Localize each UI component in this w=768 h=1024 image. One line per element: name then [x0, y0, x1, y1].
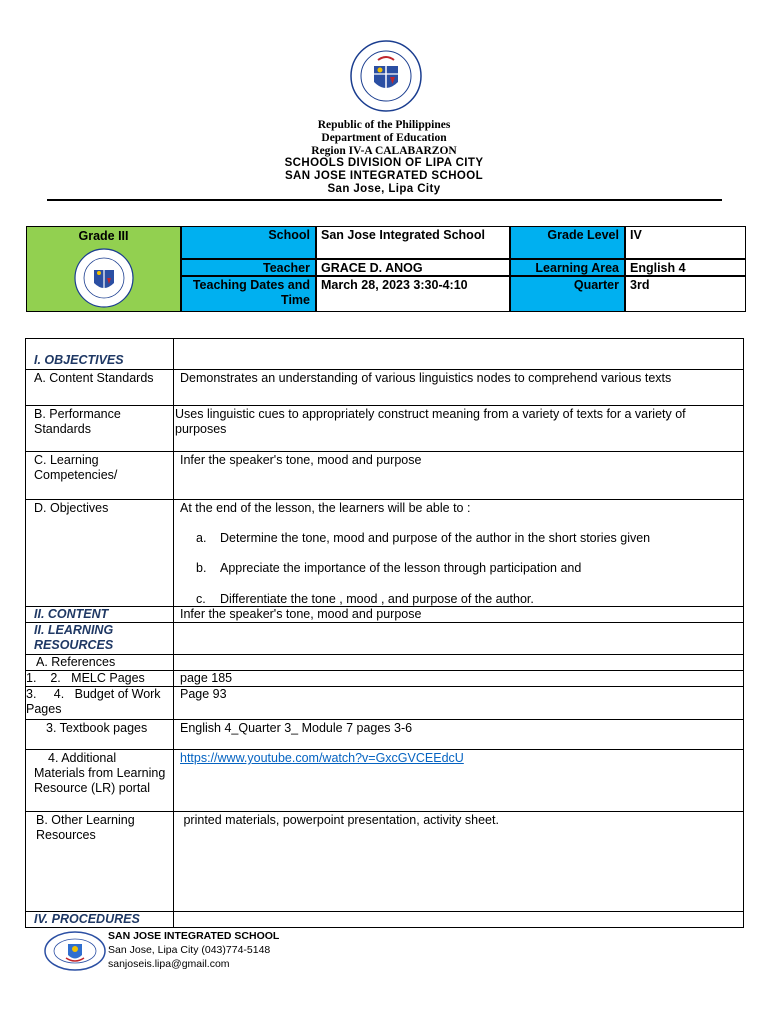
header-line-5: SAN JOSE INTEGRATED SCHOOL — [284, 170, 484, 182]
table-row — [26, 686, 743, 719]
table-row — [26, 339, 743, 369]
content-heading: II. CONTENT — [34, 607, 109, 621]
budget-of-work-label: 3. 4. Budget of Work Pages — [26, 687, 174, 719]
objectives-heading: I. OBJECTIVES — [34, 353, 124, 367]
other-resources-value: printed materials, powerpoint presentation, activity sheet. — [180, 813, 499, 827]
quarter-label: Quarter — [510, 276, 625, 312]
objectives-intro: At the end of the lesson, the learners will be able to : — [180, 501, 471, 515]
table-row — [26, 622, 743, 654]
learning-area-value: English 4 — [625, 259, 746, 276]
table-row — [26, 670, 743, 686]
grade-level-value: IV — [625, 226, 746, 259]
performance-standards-label: B. Performance Standards — [26, 406, 174, 451]
footer-address: San Jose, Lipa City (043)774-5148 — [108, 944, 271, 956]
school-value: San Jose Integrated School — [316, 226, 510, 259]
table-row — [26, 405, 743, 451]
textbook-value: English 4_Quarter 3_ Module 7 pages 3-6 — [180, 721, 413, 735]
table-row — [26, 654, 743, 670]
lesson-plan-table — [25, 338, 744, 928]
content-standards-value: Demonstrates an understanding of various linguistics nodes to comprehend various texts — [180, 371, 672, 385]
teacher-value: GRACE D. ANOG — [316, 259, 510, 276]
table-row — [26, 811, 743, 911]
table-row — [26, 911, 743, 927]
learning-competencies-value: Infer the speaker's tone, mood and purpose — [180, 453, 422, 467]
table-row — [26, 369, 743, 405]
table-row — [26, 499, 743, 606]
table-row — [26, 749, 743, 811]
header-line-6: San Jose, Lipa City — [327, 183, 441, 195]
header-line-3: Region IV-A CALABARZON — [311, 145, 457, 157]
header-line-2: Department of Education — [321, 132, 447, 144]
table-row — [26, 606, 743, 622]
objective-b: b. Appreciate the importance of the lesson through participation and — [196, 561, 582, 575]
performance-standards-value: Uses linguistic cues to appropriately construct meaning from a variety of texts for a variety of purposes — [175, 407, 686, 436]
teaching-dates-value: March 28, 2023 3:30-4:10 — [316, 276, 510, 312]
objectives-label: D. Objectives — [26, 500, 174, 606]
table-row — [26, 451, 743, 499]
header-line-1: Republic of the Philippines — [317, 119, 451, 131]
procedures-heading: IV. PROCEDURES — [34, 912, 140, 926]
budget-of-work-value: Page 93 — [180, 687, 227, 701]
melc-pages-label: 1. 2. MELC Pages — [26, 671, 174, 686]
teacher-label: Teacher — [181, 259, 316, 276]
learning-resources-heading: II. LEARNING RESOURCES — [34, 623, 114, 652]
other-resources-label: B. Other Learning Resources — [26, 812, 174, 911]
school-label: School — [181, 226, 316, 259]
deped-seal — [350, 40, 422, 112]
school-logo — [44, 931, 106, 971]
content-value: Infer the speaker's tone, mood and purpose — [180, 607, 422, 621]
grade-cell — [26, 226, 181, 312]
quarter-value: 3rd — [625, 276, 746, 312]
learning-competencies-label: C. Learning Competencies/ — [26, 452, 174, 499]
grade-level-label: Grade Level — [510, 226, 625, 259]
table-row — [26, 719, 743, 749]
content-standards-label: A. Content Standards — [26, 370, 174, 405]
lesson-info-table — [26, 226, 746, 312]
references-label: A. References — [26, 655, 174, 670]
additional-materials-label: 4. Additional Materials from Learning Resource (LR) portal — [26, 750, 174, 811]
objective-a: a. Determine the tone, mood and purpose of the author in the short stories given — [196, 531, 651, 545]
objective-c: c. Differentiate the tone , mood , and purpose of the author. — [196, 592, 534, 606]
textbook-label: 3. Textbook pages — [26, 720, 174, 749]
grade-label: Grade III — [78, 229, 129, 243]
header-divider — [47, 199, 722, 201]
header-line-4: SCHOOLS DIVISION OF LIPA CITY — [284, 157, 484, 169]
learning-area-label: Learning Area — [510, 259, 625, 276]
footer-school-name: SAN JOSE INTEGRATED SCHOOL — [108, 930, 280, 942]
youtube-link[interactable]: https://www.youtube.com/watch?v=GxcGVCEEdcU — [180, 751, 464, 765]
seal-small-icon — [74, 248, 134, 308]
teaching-dates-label: Teaching Dates and Time — [181, 276, 316, 312]
melc-pages-value: page 185 — [180, 671, 233, 685]
footer-email: sanjoseis.lipa@gmail.com — [108, 958, 230, 970]
